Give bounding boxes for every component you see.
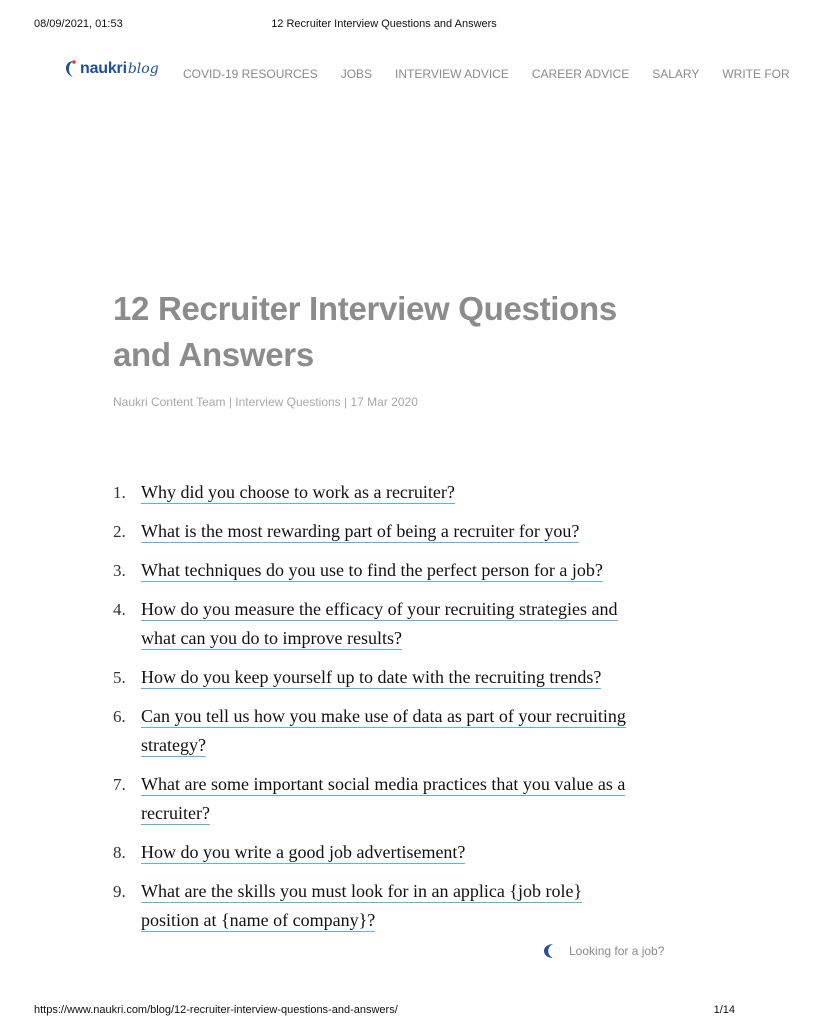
- list-number: 9.: [113, 882, 126, 901]
- naukri-crescent-icon: [63, 57, 79, 81]
- list-item: [113, 595, 653, 653]
- question-link[interactable]: How do you measure the efficacy of your recruiting strategies and what can you do to improve results?: [141, 599, 618, 648]
- list-number: 6.: [113, 707, 126, 726]
- list-number: 3.: [113, 561, 126, 580]
- list-item: [113, 478, 653, 507]
- nav-menu: [183, 67, 813, 81]
- list-number: 5.: [113, 668, 126, 687]
- job-widget-label: Looking for a job?: [569, 944, 665, 958]
- list-number: 2.: [113, 522, 126, 541]
- print-footer: [0, 994, 768, 1024]
- list-item: [113, 877, 653, 935]
- top-navigation: [0, 55, 790, 95]
- naukri-blog-logo[interactable]: [63, 57, 159, 81]
- nav-item-jobs[interactable]: JOBS: [340, 67, 373, 81]
- question-list: [113, 478, 653, 945]
- naukri-crescent-icon: [541, 942, 559, 960]
- nav-item-write-for[interactable]: WRITE FOR: [722, 67, 790, 81]
- article-author[interactable]: Naukri Content Team: [113, 395, 226, 409]
- article-category[interactable]: Interview Questions: [235, 395, 341, 409]
- question-link[interactable]: How do you keep yourself up to date with the recruiting trends?: [141, 667, 602, 687]
- print-url: https://www.naukri.com/blog/12-recruiter-interview-questions-and-answers/: [34, 1004, 398, 1016]
- nav-item-career-advice[interactable]: CAREER ADVICE: [531, 67, 630, 81]
- logo-naukri-text: naukri: [80, 60, 127, 77]
- list-number: 4.: [113, 600, 126, 619]
- print-page-title: 12 Recruiter Interview Questions and Answers: [271, 18, 497, 30]
- question-link[interactable]: What is the most rewarding part of being a recruiter for you?: [141, 521, 580, 541]
- nav-item-covid-resources[interactable]: COVID-19 RESOURCES: [183, 67, 318, 81]
- print-datetime: 08/09/2021, 01:53: [34, 18, 123, 30]
- list-item: [113, 663, 653, 692]
- question-link[interactable]: What techniques do you use to find the perfect person for a job?: [141, 560, 603, 580]
- question-link[interactable]: Can you tell us how you make use of data as part of your recruiting strategy?: [141, 706, 626, 755]
- question-link[interactable]: How do you write a good job advertisement?: [141, 842, 466, 862]
- list-item: [113, 517, 653, 546]
- list-item: [113, 770, 653, 828]
- list-number: 8.: [113, 843, 126, 862]
- looking-for-job-widget[interactable]: [533, 934, 693, 968]
- article-title: 12 Recruiter Interview Questions and Answers: [113, 290, 617, 373]
- question-link[interactable]: What are the skills you must look for in an applica {job role} position at {name of company}?: [141, 881, 583, 930]
- meta-separator: |: [225, 395, 236, 409]
- article-meta: [113, 395, 418, 409]
- list-number: 7.: [113, 775, 126, 794]
- nav-item-interview-advice[interactable]: INTERVIEW ADVICE: [395, 67, 509, 81]
- question-link[interactable]: What are some important social media practices that you value as a recruiter?: [141, 774, 626, 823]
- print-page-number: 1/14: [713, 1004, 735, 1016]
- meta-separator: |: [340, 395, 351, 409]
- list-item: [113, 702, 653, 760]
- logo-blog-text: blog: [127, 61, 159, 77]
- list-item: [113, 556, 653, 585]
- print-header: [0, 0, 768, 40]
- list-number: 1.: [113, 483, 126, 502]
- question-link[interactable]: Why did you choose to work as a recruiter?: [141, 482, 455, 502]
- nav-item-salary[interactable]: SALARY: [652, 67, 700, 81]
- article-date: 17 Mar 2020: [350, 395, 418, 409]
- list-item: [113, 838, 653, 867]
